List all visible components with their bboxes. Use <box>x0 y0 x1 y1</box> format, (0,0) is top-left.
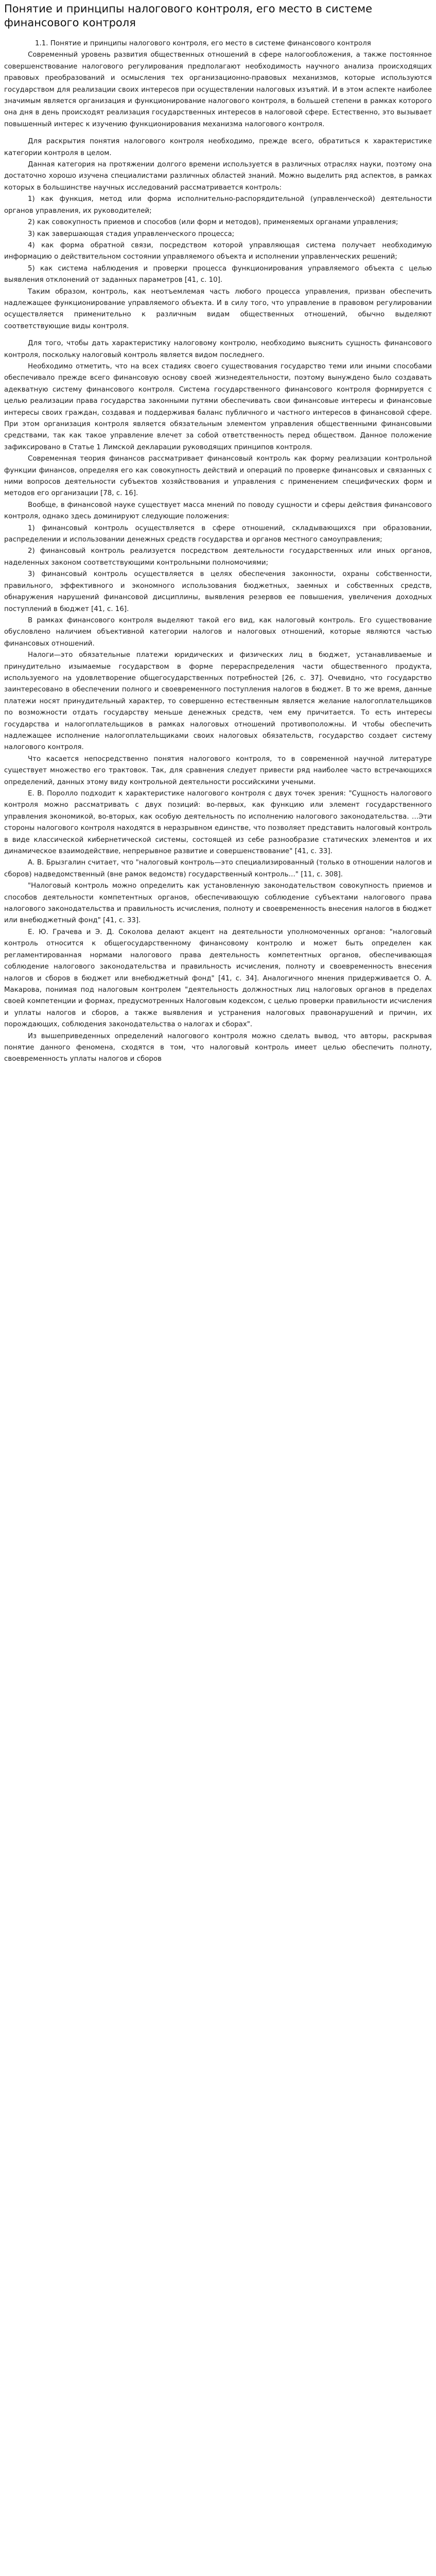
list-item: 3) финансовый контроль осуществляется в целях обеспечения законности, охраны собственности, правильного, эффективного и экономного использования бюджетных, заемных и собственных средств, обнаружения нарушений финансовой дисциплины, выявления резервов ее повышения, увеличения доходных поступлений в бюджет [41, с. 16]. <box>4 570 432 613</box>
paragraph: Данная категория на протяжении долгого времени используется в различных отраслях науки, поэтому она достаточно хорошо изучена специалистами различных областей знаний. Можно выделить ряд аспектов, в рамках которых в большинстве научных исследований рассматривается контроль: <box>4 161 432 192</box>
paragraph: Что касается непосредственно понятия налогового контроля, то в современной научной литературе существует множество его трактовок. Так, для сравнения следует привести ряд наиболее часто встречающихся определений, данных этому виду контрольной деятельности российскими учеными. <box>4 755 432 786</box>
list-item: 4) как форма обратной связи, посредством которой управляющая система получает необходимую информацию о действительном состоянии управляемого объекта и исполнении управленческих решений; <box>4 241 432 261</box>
paragraph: Из вышеприведенных определений налогового контроля можно сделать вывод, что авторы, раскрывая понятие данного феномена, сходятся в том, что налоговый контроль имеет целью обеспечить полноту, своевременность уплаты налогов и сборов <box>4 1032 432 1063</box>
paragraph: Современный уровень развития общественных отношений в сфере налогообложения, а также постоянное совершенствование налогового регулирования предполагают необходимость научного анализа происходящих правовых преобразований и осмысления тех организационно-правовых механизмов, которые используются государством для реализации своих интересов при осуществлении налоговых изъятий. И в этом аспекте наиболее значимым является организация и функционирование налогового контроля, в большей степени в рамках которого она дня в день происходят реализация государственных интересов в налоговой сфере. Естественно, это вызывает повышенный интерес к изучению функционирования механизма налогового контроля. <box>4 51 432 128</box>
paragraph: Е. Ю. Грачева и Э. Д. Соколова делают акцент на деятельности уполномоченных органов: "налоговый контроль относится к общегосударственному финансовому контролю и может быть определен как регламентированная нормами налогового права деятельность компетентных органов, обеспечивающая соблюдение налогового законодательства и правильность исчисления, полноту и своевременность внесения налогов и сборов в бюджет или внебюджетный фонд" [41, с. 34]. Аналогичного мнения придерживается О. А. Макарова, понимая под налоговым контролем "деятельность должностных лиц налоговых органов в пределах своей компетенции и формах, предусмотренных Налоговым кодексом, с целью проверки правильности исчисления и уплаты налогов и сборов, а также выявления и устранения налоговых правонарушений и причин, их порождающих, соблюдения законодательства о налогах и сборах". <box>4 928 432 1029</box>
paragraph: Для того, чтобы дать характеристику налоговому контролю, необходимо выяснить сущность финансового контроля, поскольку налоговый контроль является видом последнего. <box>4 340 432 359</box>
list-item: 3) как завершающая стадия управленческого процесса; <box>28 230 235 238</box>
paragraph: Таким образом, контроль, как неотъемлемая часть любого процесса управления, призван обеспечить надлежащее функционирование управляемого объекта. И в силу того, что управление в правовом регулировании осуществляется применительно к различным видам общественных отношений, обычно выделяют соответствующие виды контроля. <box>4 287 432 330</box>
paragraph: Современная теория финансов рассматривает финансовый контроль как форму реализации контрольной функции финансов, определяя его как совокупность действий и операций по проверке финансовых и связанных с ними вопросов деятельности субъектов хозяйствования и управления с применением специфических форм и методов его организации [78, с. 16]. <box>4 455 432 498</box>
list-item: 2) финансовый контроль реализуется посредством деятельности государственных или иных органов, наделенных законом соответствующими контрольными полномочиями; <box>4 547 432 567</box>
document-body <box>4 38 432 1065</box>
list-item: 5) как система наблюдения и проверки процесса функционирования управляемого объекта с целью выявления отклонений от заданных параметров [41, с. 10]. <box>4 264 432 284</box>
paragraph: Необходимо отметить, что на всех стадиях своего существования государство теми или иными способами обеспечивало прежде всего финансовую основу своей жизнедеятельности, поэтому вынуждено было создавать адекватную систему финансового контроля. Система государственного финансового контроля формируется с целью реализации права государства законными путями обеспечивать свои финансовые интересы и финансовые интересы своих граждан, создавая и поддерживая баланс публичного и частного интересов в финансовой сфере. При этом организация контроля является обязательным элементом управления общественными финансовыми средствами, так как такое управление влечет за собой ответственность перед обществом. Данное положение зафиксировано в Статье 1 Лимской декларации руководящих принципов контроля. <box>4 362 432 451</box>
list-item: 2) как совокупность приемов и способов (или форм и методов), применяемых органами управления; <box>28 218 398 227</box>
paragraph: Налоги—это обязательные платежи юридических и физических лиц в бюджет, устанавливаемые и принудительно изымаемые государством в форме перераспределения части общественного продукта, используемого на удовлетворение общегосударственных потребностей [26, с. 37]. Очевидно, что государство заинтересовано в обеспечении полного и своевременного поступления налогов в бюджет. В то же время, данные платежи носят принудительный характер, то совершенно естественным является желание налогоплательщиков по возможности отдать государству меньше денежных средств, чем ему причитается. То есть интересы государства и налогоплательщиков в рамках налоговых отношений противоположны. И чтобы обеспечить надлежащее исполнение налогоплательщиками своих налоговых обязательств, государство создает систему налогового контроля. <box>4 651 432 752</box>
paragraph: Для раскрытия понятия налогового контроля необходимо, прежде всего, обратиться к характеристике категории контроля в целом. <box>4 138 432 157</box>
paragraph: "Налоговый контроль можно определить как установленную законодательством совокупность приемов и способов деятельности компетентных органов, обеспечивающую соблюдение субъектами налогового права налогового законодательства и правильность исчисления, полноту и своевременность внесения налогов в бюджет или внебюджетный фонд" [41, с. 33]. <box>4 882 432 925</box>
document-page <box>0 0 436 1065</box>
paragraph: В рамках финансового контроля выделяют такой его вид, как налоговый контроль. Его существование обусловлено наличием объективной категории налогов и налоговых отношений, которые являются частью финансовых отношений. <box>4 616 432 648</box>
list-item: 1) как функция, метод или форма исполнительно-распорядительной (управленческой) деятельности органов управления, их руководителей; <box>4 195 432 215</box>
paragraph: А. В. Брызгалин считает, что "налоговый контроль—это специализированный (только в отношении налогов и сборов) надведомственный (вне рамок ведомств) государственный контроль…" [11, с. 308]. <box>4 859 432 878</box>
paragraph: Е. В. Поролло подходит к характеристике налогового контроля с двух точек зрения: "Сущность налогового контроля можно рассматривать с двух позиций: во-первых, как функцию или элемент государственного управления экономикой, во-вторых, как особую деятельность по исполнению налогового законодательства. …Эти стороны налогового контроля находятся в неразрывном единстве, что позволяет представить налоговый контроль в виде классической кибернетической системы, состоящей из себе разнообразие статических элементов и их динамическое взаимодействие, непрерывное развитие и совершенствование" [41, с. 33]. <box>4 790 432 856</box>
page-title: Понятие и принципы налогового контроля, его место в системе финансового контроля <box>4 3 373 29</box>
section-heading: 1.1. Понятие и принципы налогового контроля, его место в системе финансового контроля <box>35 40 371 47</box>
list-item: 1) финансовый контроль осуществляется в сфере отношений, складывающихся при образовании, распределении и использовании денежных средств государства и органов местного самоуправления; <box>4 524 432 544</box>
paragraph: Вообще, в финансовой науке существует масса мнений по поводу сущности и сферы действия финансового контроля, однако здесь доминируют следующие положения: <box>4 501 432 521</box>
